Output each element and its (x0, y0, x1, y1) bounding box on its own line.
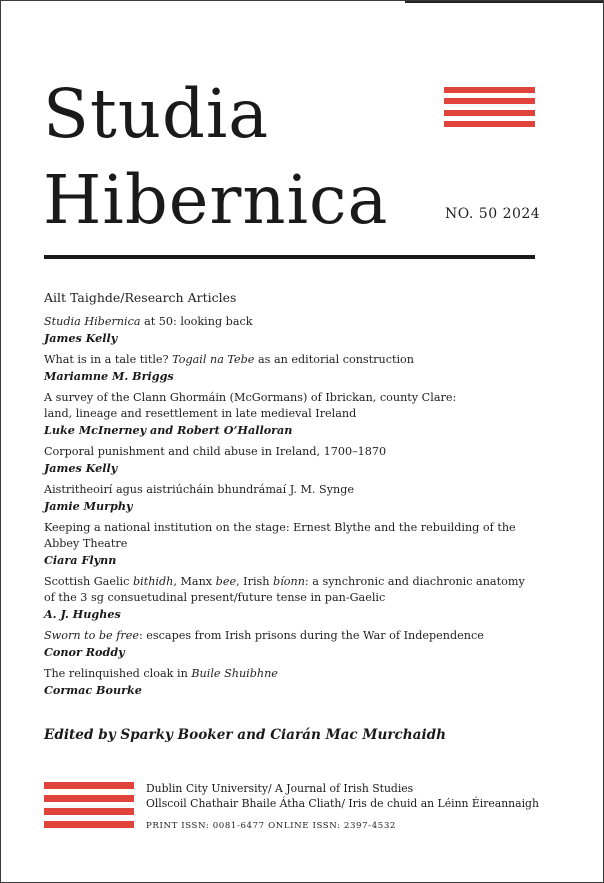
article-title-part: The relinquished cloak in (44, 667, 192, 680)
article-author: Luke McInerney and Robert O’Halloran (44, 423, 293, 437)
table-of-contents (44, 289, 544, 704)
red-stripes-logo-bottom (44, 782, 134, 834)
article-title-part: Sworn to be free (44, 629, 139, 642)
issn-line: PRINT ISSN: 0081-6477 ONLINE ISSN: 2397-4532 (146, 821, 396, 831)
article-title (44, 444, 544, 460)
article-entry (44, 352, 544, 384)
article-title-part: as an editorial construction (254, 353, 414, 366)
journal-title-line2: Hibernica (43, 161, 389, 239)
article-title-part: at 50: looking back (140, 315, 253, 328)
article-title-part: Scottish Gaelic (44, 575, 133, 588)
article-title (44, 628, 544, 644)
article-title (44, 390, 544, 422)
article-title-part: Aistritheoirí agus aistriúcháin bhundrámaí J. M. Synge (44, 483, 355, 496)
article-entry (44, 390, 544, 438)
article-entry (44, 574, 544, 622)
article-title (44, 666, 544, 682)
article-author: Mariamne M. Briggs (44, 369, 174, 383)
article-entry (44, 444, 544, 476)
editors-credit: Edited by Sparky Booker and Ciarán Mac Murchaidh (44, 727, 447, 743)
article-title-part: Studia Hibernica (44, 315, 141, 328)
article-author: Ciara Flynn (44, 553, 117, 567)
publisher-line-english: Dublin City University/ A Journal of Irish Studies (146, 782, 414, 795)
article-title-part: , Irish (236, 575, 274, 588)
article-title-part: A survey of the Clann Ghormáin (McGormans) of Ibrickan, county Clare: (44, 391, 457, 404)
article-title-part: : a synchronic and diachronic anatomy (304, 575, 525, 588)
article-author: A. J. Hughes (44, 607, 121, 621)
article-title-part: What is in a tale title? (44, 353, 173, 366)
article-entry (44, 666, 544, 698)
article-author: James Kelly (44, 331, 118, 345)
article-entry (44, 520, 544, 568)
issue-number: NO. 50 2024 (445, 206, 541, 222)
article-title-part: of the 3 sg consuetudinal present/future tense in pan-Gaelic (44, 591, 386, 604)
article-title-part: Togail na Tebe (172, 353, 255, 366)
top-edge-rule (405, 1, 603, 3)
article-entry (44, 314, 544, 346)
article-title-part: bíonn (273, 575, 305, 588)
article-author: Jamie Murphy (44, 499, 133, 513)
publisher-line-irish: Ollscoil Chathair Bhaile Átha Cliath/ Iris de chuid an Léinn Éireannaigh (146, 797, 539, 810)
article-title (44, 574, 544, 606)
article-list (44, 314, 544, 698)
article-entry (44, 482, 544, 514)
header-divider (44, 255, 535, 259)
article-author: James Kelly (44, 461, 118, 475)
article-title-part: , Manx (173, 575, 216, 588)
article-title (44, 352, 544, 368)
article-entry (44, 628, 544, 660)
section-heading: Ailt Taighde/Research Articles (44, 290, 237, 305)
article-title-part: Keeping a national institution on the stage: Ernest Blythe and the rebuilding of the (44, 521, 516, 534)
article-title-part: bithidh (132, 575, 174, 588)
article-author: Cormac Bourke (44, 683, 142, 697)
journal-title-line1: Studia (43, 75, 270, 153)
article-title-part: : escapes from Irish prisons during the War of Independence (138, 629, 484, 642)
article-title-part: Abbey Theatre (44, 537, 128, 550)
article-title-part: Buile Shuibhne (191, 667, 278, 680)
article-title-part: Corporal punishment and child abuse in Ireland, 1700–1870 (44, 445, 387, 458)
article-title (44, 482, 544, 498)
publisher-block (146, 781, 586, 831)
article-author: Conor Roddy (44, 645, 125, 659)
article-title (44, 314, 544, 330)
article-title-part: land, lineage and resettlement in late medieval Ireland (44, 407, 357, 420)
red-stripes-logo-top (444, 87, 535, 133)
article-title (44, 520, 544, 552)
article-title-part: bee (215, 575, 237, 588)
journal-title (43, 71, 388, 243)
